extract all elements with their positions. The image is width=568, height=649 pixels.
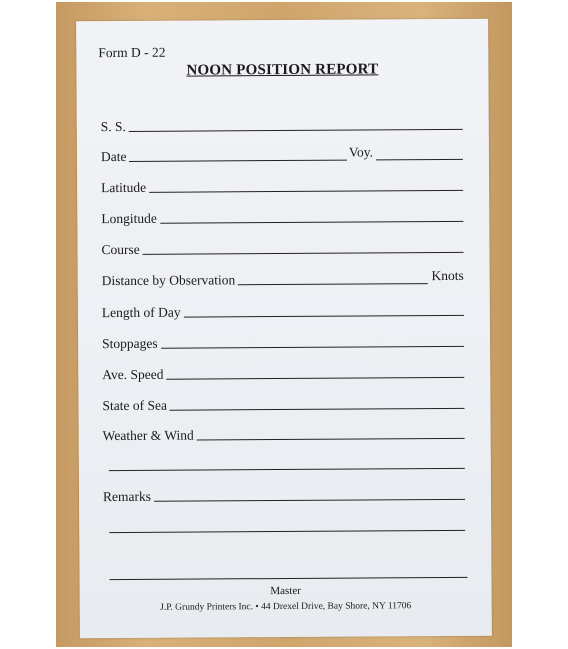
field-ss-label: S. S.	[100, 118, 126, 135]
field-latitude-label: Latitude	[101, 179, 147, 196]
field-remarks-label: Remarks	[102, 488, 152, 505]
field-distance-unit: Knots	[431, 267, 464, 284]
field-distance	[102, 269, 464, 289]
field-weather-wind	[103, 424, 465, 444]
printer-credit: J.P. Grundy Printers Inc. • 44 Drexel Drive, Bay Shore, NY 11706	[160, 601, 412, 613]
field-ave-speed-line	[167, 376, 465, 380]
field-voy-line	[376, 158, 463, 161]
field-stoppages-label: Stoppages	[102, 335, 158, 352]
field-course-label: Course	[101, 241, 140, 258]
field-date-line	[129, 159, 347, 162]
field-course	[101, 238, 463, 258]
field-voy-label: Voy.	[348, 144, 373, 160]
form-title: NOON POSITION REPORT	[186, 61, 379, 79]
field-weather-wind-label: Weather & Wind	[102, 427, 194, 444]
field-length-of-day-line	[184, 314, 464, 318]
field-stoppages	[102, 332, 464, 352]
field-longitude	[101, 207, 463, 227]
field-ss	[101, 115, 463, 135]
field-ave-speed-label: Ave. Speed	[102, 366, 164, 383]
weather-extra-line	[109, 468, 465, 471]
field-ave-speed	[102, 363, 464, 383]
field-latitude-line	[149, 189, 463, 193]
field-course-line	[143, 251, 464, 255]
field-length-of-day	[102, 301, 464, 321]
field-length-of-day-label: Length of Day	[101, 304, 181, 321]
field-latitude	[101, 176, 463, 196]
signature-label: Master	[270, 584, 301, 598]
field-longitude-line	[160, 220, 464, 224]
field-distance-line	[238, 282, 427, 285]
field-ss-line	[129, 128, 463, 132]
field-state-of-sea-line	[170, 407, 465, 411]
form-number: Form D - 22	[98, 44, 166, 61]
signature-line	[110, 577, 468, 580]
field-stoppages-line	[161, 345, 465, 349]
field-state-of-sea-label: State of Sea	[102, 397, 167, 414]
field-longitude-label: Longitude	[101, 210, 157, 227]
remarks-extra-line	[109, 530, 465, 533]
field-weather-wind-line	[197, 437, 465, 441]
field-remarks-line	[154, 498, 465, 502]
field-date-label: Date	[100, 148, 127, 165]
field-remarks	[103, 485, 465, 505]
form-sheet	[76, 19, 492, 639]
field-distance-label: Distance by Observation	[101, 272, 236, 289]
field-state-of-sea	[102, 394, 464, 414]
field-date-voy	[101, 145, 463, 165]
